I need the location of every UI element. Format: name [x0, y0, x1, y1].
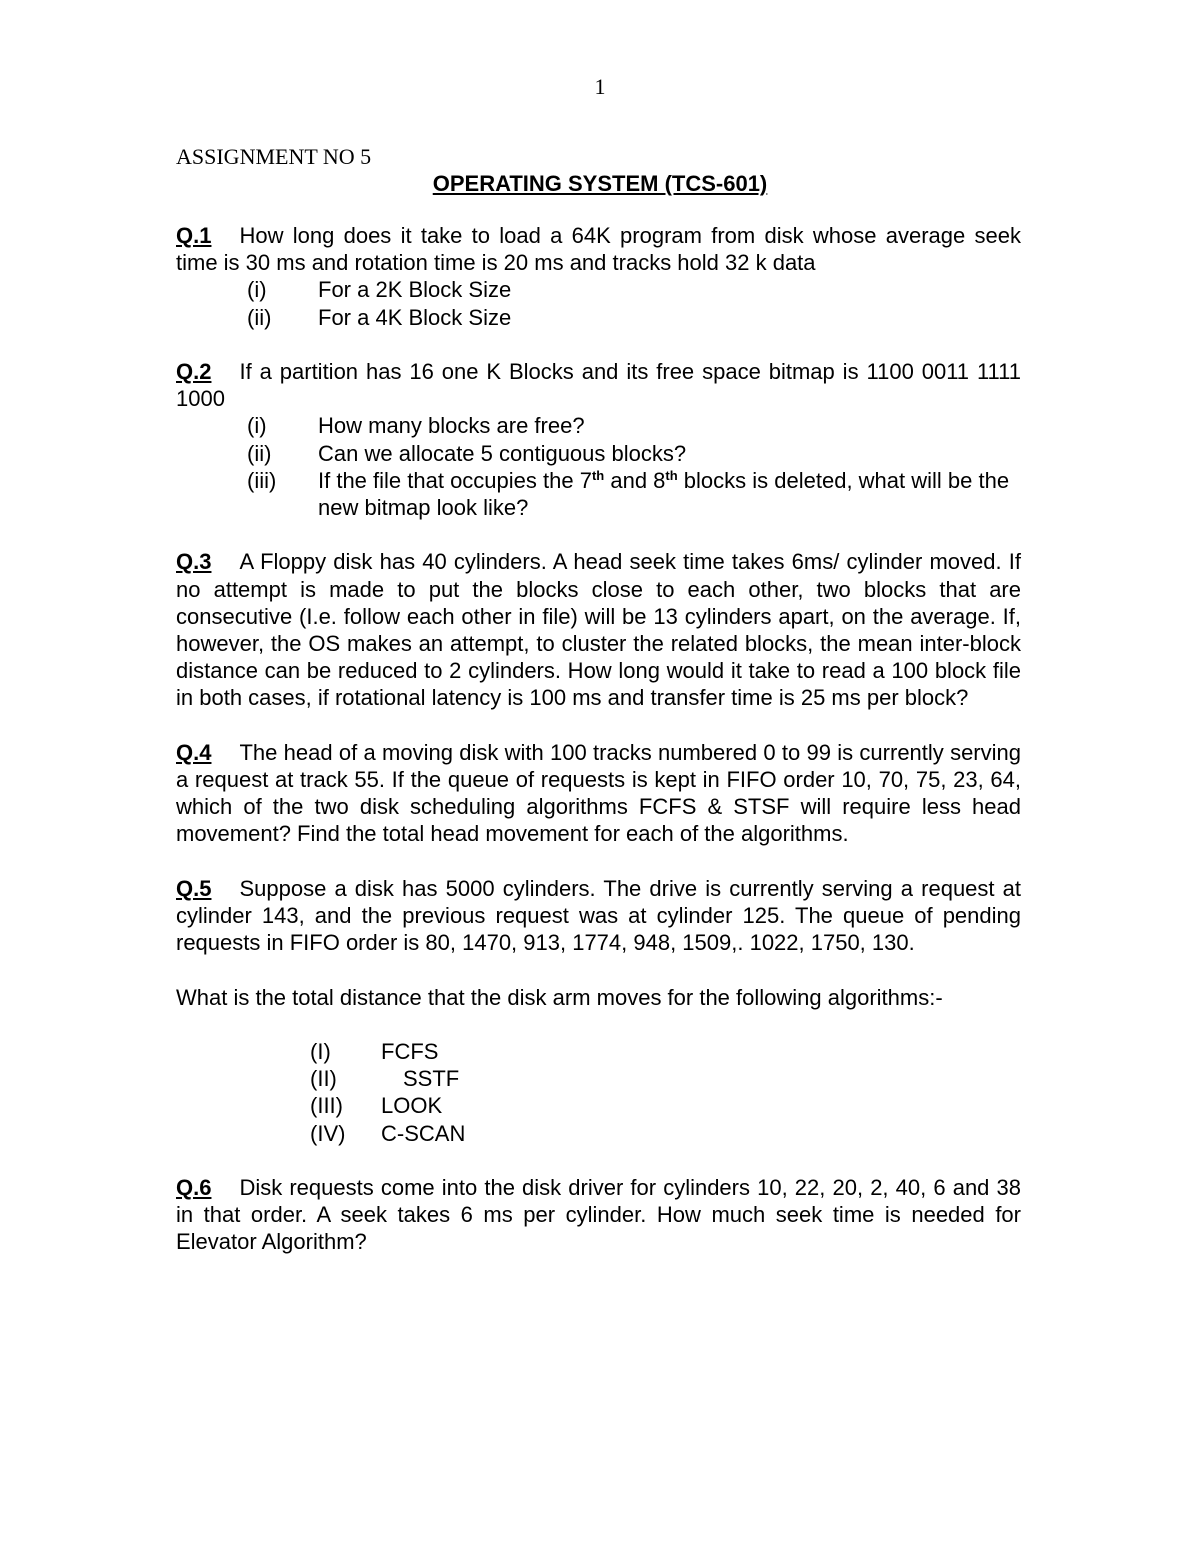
item-number: (i) [247, 413, 267, 439]
question-1 [176, 222, 1021, 331]
list-item [247, 440, 1021, 467]
question-5-text [176, 875, 1021, 957]
list-item [247, 276, 1021, 303]
question-2-text [176, 358, 1021, 412]
item-number: (III) [310, 1093, 343, 1119]
list-item [247, 467, 1021, 521]
question-4 [176, 739, 1021, 848]
question-2-label: Q.2 [176, 359, 212, 384]
question-3 [176, 548, 1021, 711]
list-item [310, 1092, 1021, 1119]
question-6 [176, 1174, 1021, 1256]
superscript: th [591, 467, 605, 483]
item-text-part: and 8 [604, 467, 666, 493]
question-3-label: Q.3 [176, 549, 212, 575]
question-5-body: Suppose a disk has 5000 cylinders. The drive is currently serving a request at cylinder 143, and the previous request was at cylinder 125. The queue of pending requests in FIFO order is 80, 1470, 913, 1774, 948, 1509,. 1022, 1750, 130. [176, 875, 1021, 956]
question-5-prompt: What is the total distance that the disk arm moves for the following algorithms:- [176, 984, 943, 1010]
document-title: OPERATING SYSTEM (TCS-601) [432, 171, 768, 196]
item-number: (ii) [247, 440, 272, 466]
question-list [176, 222, 1021, 1283]
item-number: (IV) [310, 1120, 346, 1146]
superscript: th [665, 467, 678, 483]
question-1-items [176, 276, 1021, 330]
question-1-text [176, 222, 1021, 276]
item-number: (I) [310, 1039, 331, 1064]
list-item [310, 1065, 1021, 1092]
question-5 [176, 875, 1021, 1147]
question-6-label: Q.6 [176, 1175, 212, 1200]
list-item [310, 1120, 1021, 1147]
item-text [318, 467, 1021, 521]
item-text: SSTF [403, 1066, 460, 1092]
question-3-body: A Floppy disk has 40 cylinders. A head seek time takes 6ms/ cylinder moved. If no attempt is made to put the blocks close to each other, two blocks that are consecutive (I.e. follow each other in file) will be 13 cylinders apart, on the average. If, however, the OS makes an attempt, to cluster the related blocks, the mean inter-block distance can be reduced to 2 cylinders. How long would it take to read a 100 block file in both cases, if rotational latency is 100 ms and transfer time is 25 ms per block? [176, 549, 1021, 711]
question-5-label: Q.5 [176, 875, 212, 901]
item-text: How many blocks are free? [318, 413, 585, 439]
list-item [247, 304, 1021, 331]
item-text-part: If the file that occupies the 7 [318, 467, 592, 493]
question-5-items [176, 1038, 1021, 1147]
assignment-heading: ASSIGNMENT NO 5 [176, 144, 372, 169]
item-number: (i) [247, 277, 267, 303]
question-6-body: Disk requests come into the disk driver for cylinders 10, 22, 20, 2, 40, 6 and 38 in that order. A seek takes 6 ms per cylinder. How much seek time is needed for Elevator Algorithm? [176, 1175, 1021, 1255]
question-6-text [176, 1174, 1021, 1256]
item-number: (ii) [247, 304, 272, 330]
question-4-body: The head of a moving disk with 100 tracks numbered 0 to 99 is currently serving a request at track 55. If the queue of requests is kept in FIFO order 10, 70, 75, 23, 64, which of the two disk scheduling algorithms FCFS & STSF will require less head movement? Find the total head movement for each of the algorithms. [176, 739, 1021, 847]
question-4-label: Q.4 [176, 739, 212, 765]
question-1-label: Q.1 [176, 223, 212, 248]
item-text: Can we allocate 5 contiguous blocks? [318, 440, 687, 466]
question-2 [176, 358, 1021, 521]
question-2-body: If a partition has 16 one K Blocks and its free space bitmap is 1100 0011 1111 1000 [176, 359, 1021, 412]
question-3-text [176, 548, 1021, 711]
question-4-text [176, 739, 1021, 848]
question-1-body: How long does it take to load a 64K program from disk whose average seek time is 30 ms and rotation time is 20 ms and tracks hold 32 k data [176, 223, 1021, 276]
item-text: For a 2K Block Size [318, 277, 512, 303]
list-item [247, 412, 1021, 439]
page-number: 1 [594, 74, 606, 99]
item-number: (II) [310, 1066, 337, 1092]
question-2-items [176, 412, 1021, 521]
item-text: For a 4K Block Size [318, 304, 512, 330]
item-text: FCFS [381, 1039, 439, 1064]
item-text-part: blocks is deleted, what will be the new bitmap look like? [318, 467, 1010, 521]
item-number: (iii) [247, 467, 277, 493]
item-text: C-SCAN [381, 1120, 466, 1146]
item-text: LOOK [381, 1093, 443, 1119]
list-item [310, 1038, 1021, 1065]
